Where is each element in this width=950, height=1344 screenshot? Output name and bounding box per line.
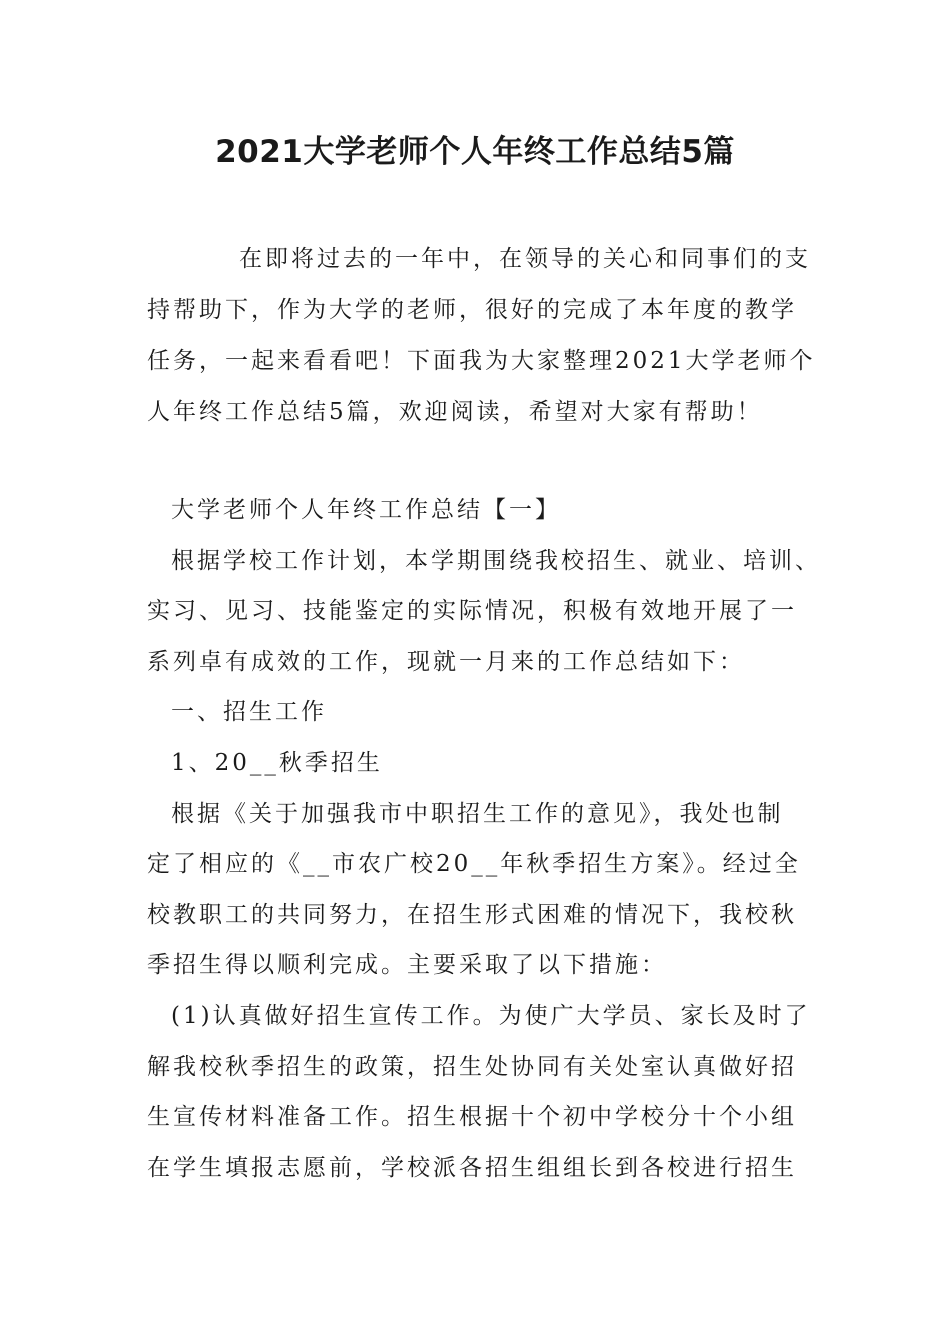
body-line: 在学生填报志愿前，学校派各招生组组长到各校进行招生 bbox=[147, 1154, 797, 1181]
body-line: 季招生得以顺利完成。主要采取了以下措施： bbox=[147, 952, 667, 979]
body-line: (1)认真做好招生宣传工作。为使广大学员、家长及时了 bbox=[171, 1002, 811, 1029]
intro-line: 任务，一起来看看吧！下面我为大家整理2021大学老师个 bbox=[147, 348, 816, 374]
body-line: 系列卓有成效的工作，现就一月来的工作总结如下： bbox=[147, 648, 745, 675]
intro-paragraph bbox=[147, 234, 827, 438]
section-one-body bbox=[147, 485, 827, 1193]
intro-line: 在即将过去的一年中，在领导的关心和同事们的支 bbox=[239, 246, 811, 272]
body-line: 根据《关于加强我市中职招生工作的意见》，我处也制 bbox=[171, 800, 784, 827]
section-heading: 大学老师个人年终工作总结【一】 bbox=[171, 497, 561, 523]
document-title: 2021大学老师个人年终工作总结5篇 bbox=[215, 134, 735, 170]
body-line: 解我校秋季招生的政策，招生处协同有关处室认真做好招 bbox=[147, 1053, 797, 1080]
subsection-heading: 一、招生工作 bbox=[171, 699, 327, 726]
body-line: 根据学校工作计划，本学期围绕我校招生、就业、培训、 bbox=[171, 547, 821, 574]
subsection-heading: 1、20__秋季招生 bbox=[171, 749, 383, 776]
body-line: 生宣传材料准备工作。招生根据十个初中学校分十个小组 bbox=[147, 1104, 797, 1131]
intro-line: 人年终工作总结5篇，欢迎阅读，希望对大家有帮助！ bbox=[147, 399, 763, 425]
body-line: 校教职工的共同努力，在招生形式困难的情况下，我校秋 bbox=[147, 901, 797, 928]
body-line: 定了相应的《__市农广校20__年秋季招生方案》。经过全 bbox=[147, 851, 801, 878]
intro-line: 持帮助下，作为大学的老师，很好的完成了本年度的教学 bbox=[147, 297, 797, 323]
body-line: 实习、见习、技能鉴定的实际情况，积极有效地开展了一 bbox=[147, 598, 797, 625]
